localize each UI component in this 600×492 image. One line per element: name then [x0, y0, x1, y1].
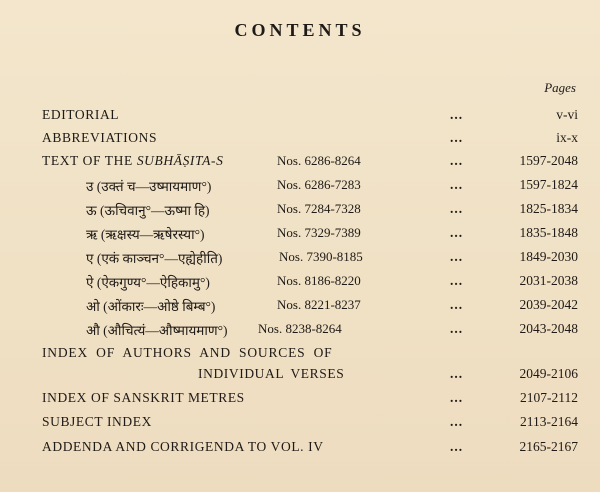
entry-pages: 2049-2106 [519, 366, 578, 381]
entry-numbers: Nos. 6286-8264 [277, 153, 361, 168]
entry-label: INDEX OF AUTHORS AND SOURCES OF [42, 345, 333, 360]
entry-pages: 2043-2048 [519, 321, 578, 336]
entry-pages: 2039-2042 [519, 297, 578, 312]
entry-numbers: Nos. 8238-8264 [258, 321, 342, 336]
entry-numbers: Nos. 7284-7328 [277, 201, 361, 216]
toc-subentry [0, 177, 600, 199]
toc-subentry [0, 201, 600, 223]
leader-dots: ... [450, 201, 464, 216]
entry-pages: 2107-2112 [520, 390, 578, 405]
entry-label-continued: INDIVIDUAL VERSES [198, 366, 345, 381]
entry-label: ए (एकं काञ्चन°—एह्येहीति) [86, 251, 223, 266]
toc-entry-index-authors-cont [0, 366, 600, 388]
entry-numbers: Nos. 6286-7283 [277, 177, 361, 192]
leader-dots: ... [450, 321, 464, 336]
entry-pages: ix-x [556, 130, 578, 145]
toc-subentry [0, 297, 600, 319]
leader-dots: ... [450, 366, 464, 381]
entry-pages: 1597-2048 [519, 153, 578, 168]
toc-entry-abbreviations [0, 130, 600, 152]
toc-entry-editorial [0, 107, 600, 129]
leader-dots: ... [450, 107, 464, 122]
toc-subentry [0, 321, 600, 343]
entry-numbers: Nos. 8221-8237 [277, 297, 361, 312]
leader-dots: ... [450, 225, 464, 240]
entry-label: उ (उक्तं च—उष्मायमाण°) [86, 179, 212, 194]
toc-subentry [0, 273, 600, 295]
leader-dots: ... [450, 177, 464, 192]
entry-label [42, 153, 223, 169]
leader-dots: ... [450, 390, 464, 405]
leader-dots: ... [450, 439, 464, 454]
entry-label: ऊ (ऊचिवानु°—ऊष्मा हि) [86, 203, 210, 218]
entry-label: ABBREVIATIONS [42, 130, 158, 145]
toc-entry-subject-index [0, 414, 600, 436]
toc-entry-metres [0, 390, 600, 412]
leader-dots: ... [450, 273, 464, 288]
toc-subentry [0, 249, 600, 271]
entry-label: ओ (ओंकारः—ओष्ठे बिम्ब°) [86, 299, 216, 314]
entry-pages: 2165-2167 [519, 439, 578, 454]
leader-dots: ... [450, 414, 464, 429]
entry-label: ऐ (ऐकगुण्य°—ऐहिकामु°) [86, 275, 210, 290]
entry-label: EDITORIAL [42, 107, 120, 122]
leader-dots: ... [450, 249, 464, 264]
toc-subentry [0, 225, 600, 247]
toc-entry-index-authors [0, 345, 600, 367]
leader-dots: ... [450, 297, 464, 312]
entry-pages: v-vi [556, 107, 578, 122]
page-title: CONTENTS [234, 20, 366, 40]
entry-numbers: Nos. 7390-8185 [279, 249, 363, 264]
entry-label: औ (औचित्यं—औष्मायमाण°) [86, 323, 228, 338]
toc-entry-text [0, 153, 600, 175]
entry-pages: 2113-2164 [520, 414, 578, 429]
entry-numbers: Nos. 7329-7389 [277, 225, 361, 240]
leader-dots: ... [450, 153, 464, 168]
entry-pages: 1597-1824 [519, 177, 578, 192]
entry-numbers: Nos. 8186-8220 [277, 273, 361, 288]
entry-pages: 2031-2038 [519, 273, 578, 288]
entry-label: ADDENDA AND CORRIGENDA TO VOL. IV [42, 439, 324, 454]
entry-label: ऋ (ऋक्षस्य—ऋषेरस्या°) [86, 227, 205, 242]
entry-pages: 1825-1834 [519, 201, 578, 216]
entry-pages: 1849-2030 [519, 249, 578, 264]
pages-column-header: Pages [544, 80, 576, 95]
leader-dots: ... [450, 130, 464, 145]
entry-label-italic: SUBHĀṢITA-S [136, 153, 224, 168]
entry-label: INDEX OF SANSKRIT METRES [42, 390, 245, 405]
entry-label: SUBJECT INDEX [42, 414, 152, 429]
entry-label-prefix: TEXT OF THE [42, 153, 137, 168]
toc-entry-addenda [0, 439, 600, 461]
entry-pages: 1835-1848 [519, 225, 578, 240]
